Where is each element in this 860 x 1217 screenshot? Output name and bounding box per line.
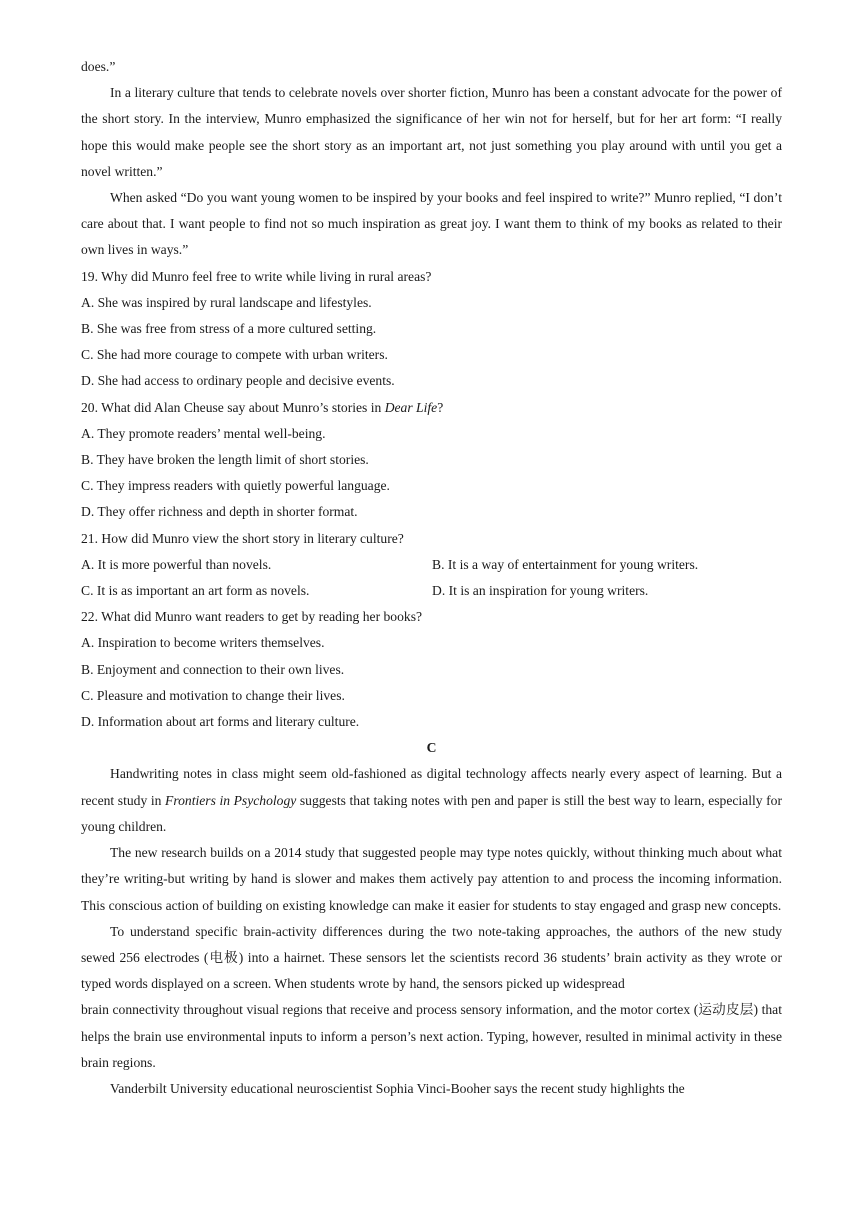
question-21-option-b: B. It is a way of entertainment for young writers. — [432, 556, 699, 572]
passage-continuation: does.” — [81, 59, 116, 74]
passage-c-paragraph-3: To understand specific brain-activity differences during the two note-taking approaches, the authors of the new study sewed 256 electrodes (电极) into a hairnet. These sensors let the scientists record 36 students’ brain activity as they wrote or typed words displayed on a screen. When students wrote by hand, the sensors picked up widespread — [81, 923, 782, 992]
passage-c-paragraph-1 — [81, 761, 782, 840]
question-19-option-a: A. She was inspired by rural landscape and lifestyles. — [81, 294, 372, 310]
passage-c-paragraph-4: brain connectivity throughout visual regions that receive and process sensory information, and the motor cortex (运动皮层) that helps the brain use environmental inputs to inform a person’s next action. Typing, however, resulted in minimal activity in these brain regions. — [81, 1002, 782, 1070]
question-19-option-b: B. She was free from stress of a more cultured setting. — [81, 321, 377, 337]
question-21-option-d: D. It is an inspiration for young writers. — [432, 583, 649, 599]
document-page — [81, 54, 782, 1102]
question-22-option-b: B. Enjoyment and connection to their own lives. — [81, 661, 345, 677]
question-21-option-a: A. It is more powerful than novels. — [81, 556, 272, 572]
book-title: Dear Life — [384, 399, 438, 415]
question-20-option-d: D. They offer richness and depth in shorter format. — [81, 504, 358, 520]
question-21-options-row-1 — [81, 552, 782, 578]
question-20-option-c: C. They impress readers with quietly powerful language. — [81, 478, 390, 494]
question-22-option-c: C. Pleasure and motivation to change their lives. — [81, 687, 345, 703]
passage-b-paragraph-2: When asked “Do you want young women to be inspired by your books and feel inspired to write?” Munro replied, “I don’t care about that. I want people to find not so much inspiration as great joy. I want them to think of my books as related to their own lives in ways.” — [81, 190, 782, 258]
question-21-option-c: C. It is as important an art form as novels. — [81, 583, 310, 599]
question-21-options-row-2 — [81, 578, 782, 604]
passage-c-p1-text: Handwriting notes in class might seem old-fashioned as digital technology affects nearly every aspect of learning. But a recent study in — [81, 766, 782, 808]
question-20-stem-text: 20. What did Alan Cheuse say about Munro’s stories in — [81, 399, 385, 415]
question-20-stem-end: ? — [437, 399, 444, 415]
passage-b-paragraph-1: In a literary culture that tends to celebrate novels over shorter fiction, Munro has been a constant advocate for the power of the short story. In the interview, Munro emphasized the significance of her win not for herself, but for her art form: “I really hope this would make people see the short story as an important art, not just something you play around with until you get a novel written.” — [81, 85, 782, 179]
question-21-stem: 21. How did Munro view the short story in literary culture? — [81, 530, 404, 546]
question-22-option-d: D. Information about art forms and literary culture. — [81, 714, 360, 730]
passage-c-paragraph-5: Vanderbilt University educational neuroscientist Sophia Vinci-Booher says the recent study highlights the — [110, 1080, 685, 1096]
question-20-stem — [81, 395, 782, 421]
question-22-option-a: A. Inspiration to become writers themselves. — [81, 635, 325, 651]
passage-c-paragraph-2: The new research builds on a 2014 study that suggested people may type notes quickly, without thinking much about what they’re writing-but writing by hand is slower and makes them actively pay attention to and process the incoming information. This conscious action of building on existing knowledge can make it easier for students to stay engaged and grasp new concepts. — [81, 845, 782, 913]
question-19-stem: 19. Why did Munro feel free to write while living in rural areas? — [81, 268, 432, 284]
passage-c-heading: C — [426, 740, 437, 756]
question-19-option-d: D. She had access to ordinary people and decisive events. — [81, 373, 395, 389]
question-19-option-c: C. She had more courage to compete with urban writers. — [81, 347, 388, 363]
journal-title: Frontiers in Psychology — [165, 792, 297, 808]
passage-c-p1-end: suggests that taking notes with pen and paper is still the best way to learn, especially for young children. — [81, 792, 782, 834]
question-22-stem: 22. What did Munro want readers to get by reading her books? — [81, 609, 423, 625]
question-20-option-a: A. They promote readers’ mental well-being. — [81, 425, 326, 441]
question-20-option-b: B. They have broken the length limit of short stories. — [81, 452, 369, 468]
